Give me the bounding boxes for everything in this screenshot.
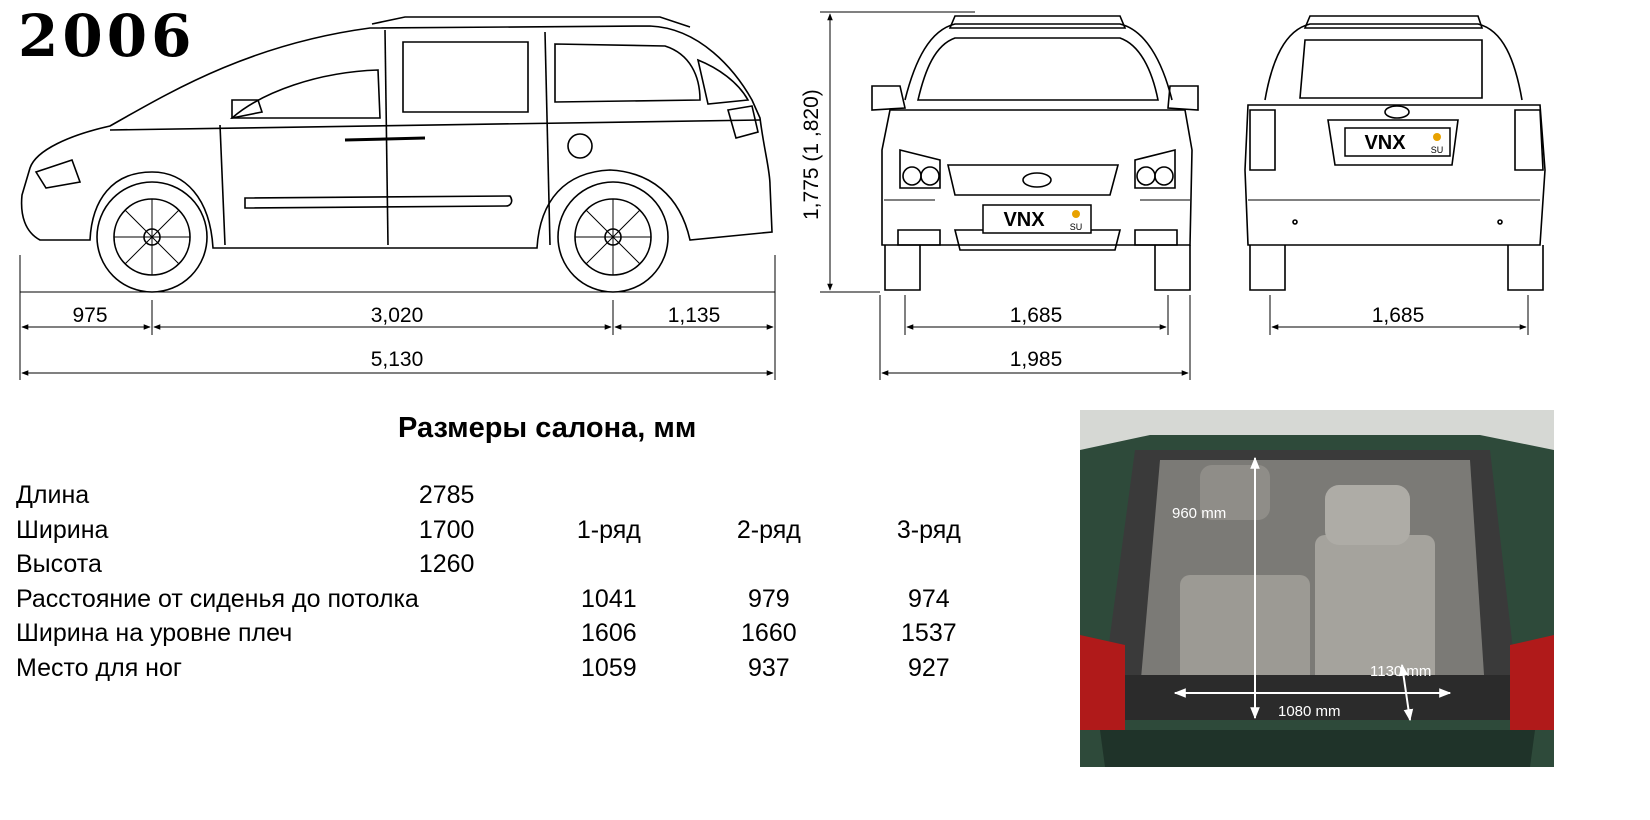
photo-width-label: 1080 mm: [1278, 703, 1341, 720]
spec-row: [16, 651, 1009, 686]
spec-total: [419, 582, 529, 617]
spec-row3: 927: [907, 653, 950, 682]
overall-width-label: 1,985: [1009, 348, 1063, 371]
rear-overhang-label: 1,135: [667, 304, 721, 327]
front-track-label: 1,685: [1009, 304, 1063, 327]
spec-row: [16, 582, 1009, 617]
spec-row3: 1537: [901, 619, 957, 647]
photo-depth-label: 1130 mm: [1370, 663, 1432, 680]
spec-row3: 3-ряд: [896, 515, 961, 544]
rear-plate: [1345, 128, 1450, 156]
wheelbase-label: 3,020: [370, 304, 424, 327]
overall-length-label: 5,130: [370, 348, 424, 371]
spec-label: Ширина на уровне плеч: [16, 619, 293, 647]
spec-row1: 1606: [581, 619, 637, 647]
front-wheel: [97, 182, 207, 292]
rear-plate-badge: SU: [1430, 145, 1444, 155]
spec-label: Высота: [16, 550, 102, 578]
spec-label: Длина: [16, 481, 90, 509]
height-label: 1,775 (1 ,820): [800, 89, 823, 220]
spec-row: [16, 478, 1009, 513]
front-plate-badge: SU: [1069, 222, 1083, 232]
spec-total: [419, 616, 529, 651]
spec-row: [16, 616, 1009, 651]
spec-row2: 1660: [741, 619, 797, 647]
height-dimension-line: [820, 12, 975, 292]
spec-row1: 1059: [581, 653, 637, 682]
spec-label: Место для ног: [16, 653, 183, 682]
interior-dimensions-table: [16, 478, 1009, 685]
model-year-label: 2006: [18, 2, 196, 70]
spec-label: Расстояние от сиденья до потолка: [16, 584, 419, 613]
front-view: [872, 16, 1198, 290]
interior-dimensions-title: Размеры салона, мм: [398, 412, 697, 444]
spec-label: Ширина: [16, 515, 109, 544]
rear-wheel: [558, 182, 668, 292]
spec-total: 1260: [418, 550, 475, 578]
spec-row3: [849, 547, 1009, 582]
cargo-area-photo: [1080, 410, 1554, 767]
spec-row3: 974: [907, 584, 950, 613]
rear-track-label: 1,685: [1371, 304, 1425, 327]
spec-row1: [529, 547, 689, 582]
spec-row: [16, 547, 1009, 582]
spec-total: [419, 651, 529, 686]
spec-row1: 1-ряд: [576, 515, 641, 544]
spec-row1: [529, 478, 689, 513]
front-plate-text: VNX: [1003, 209, 1045, 231]
spec-row2: 2-ряд: [736, 515, 801, 544]
photo-height-label: 960 mm: [1172, 505, 1227, 522]
vehicle-blueprint: [0, 0, 1650, 400]
rear-plate-text: VNX: [1364, 132, 1406, 154]
spec-row1: 1041: [581, 584, 637, 613]
side-view: [20, 17, 775, 292]
front-plate: [983, 205, 1091, 233]
spec-total: 1700: [418, 515, 475, 544]
spec-row2: [689, 478, 849, 513]
spec-row2: 979: [747, 584, 790, 613]
spec-total: 2785: [418, 481, 475, 509]
spec-row: [16, 513, 1009, 548]
spec-row3: [849, 478, 1009, 513]
spec-row2: 937: [747, 653, 790, 682]
front-overhang-label: 975: [72, 304, 108, 327]
spec-row2: [689, 547, 849, 582]
